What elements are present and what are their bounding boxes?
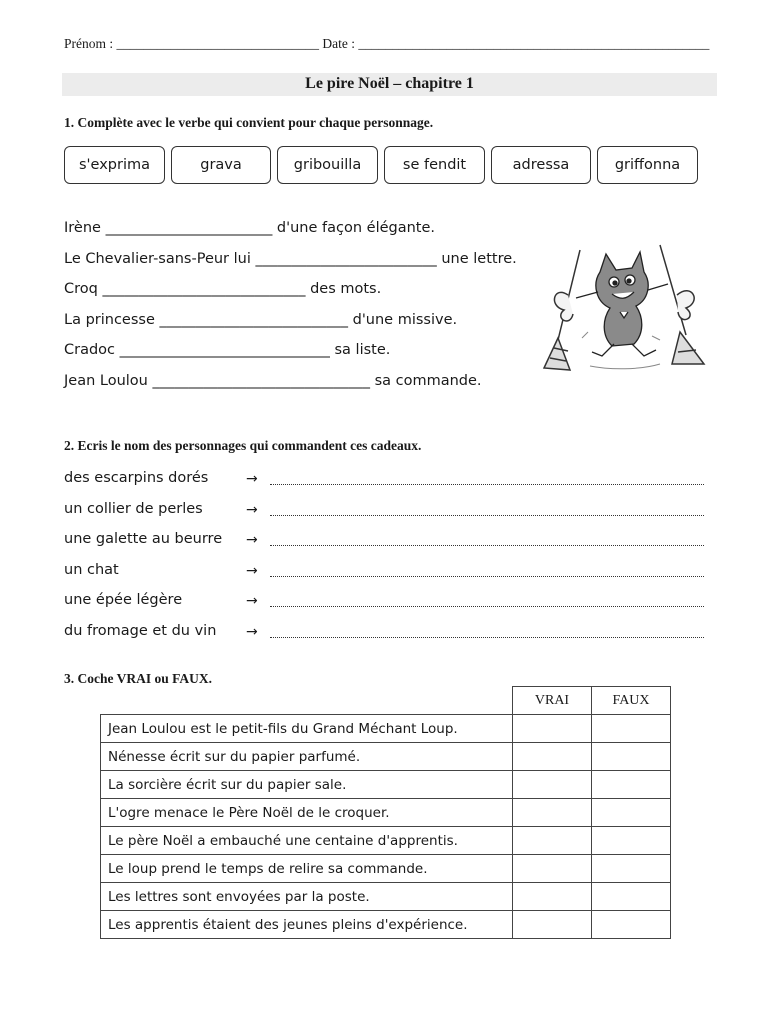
arrow-right-icon: → xyxy=(246,593,258,609)
word-box: griffonna xyxy=(597,146,698,184)
word-box: se fendit xyxy=(384,146,485,184)
arrow-right-icon: → xyxy=(246,471,258,487)
vrai-checkbox[interactable] xyxy=(513,799,592,827)
vrai-checkbox[interactable] xyxy=(513,771,592,799)
gift-item: des escarpins dorés xyxy=(64,470,209,486)
sentence-end: sa commande. xyxy=(374,373,482,389)
section2-heading: 2. Ecris le nom des personnages qui commandent ces cadeaux. xyxy=(64,438,422,453)
statement: Le père Noël a embauché une centaine d'apprentis. xyxy=(101,827,513,855)
vrai-checkbox[interactable] xyxy=(513,715,592,743)
answer-dotted-line[interactable] xyxy=(270,596,704,607)
answer-dotted-line[interactable] xyxy=(270,505,704,516)
faux-checkbox[interactable] xyxy=(592,827,671,855)
statement: Les apprentis étaient des jeunes pleins d'expérience. xyxy=(101,911,513,939)
faux-checkbox[interactable] xyxy=(592,743,671,771)
sentence-start: Irène xyxy=(64,220,101,236)
sentence-line xyxy=(64,251,517,267)
word-box: gribouilla xyxy=(277,146,378,184)
faux-checkbox[interactable] xyxy=(592,799,671,827)
sentence-end: une lettre. xyxy=(441,251,517,267)
gift-item: un chat xyxy=(64,562,119,578)
statement: Jean Loulou est le petit-fils du Grand Méchant Loup. xyxy=(101,715,513,743)
statement: La sorcière écrit sur du papier sale. xyxy=(101,771,513,799)
cat-with-brooms-icon xyxy=(540,240,710,375)
statement: L'ogre menace le Père Noël de le croquer. xyxy=(101,799,513,827)
table-row xyxy=(101,855,671,883)
statement: Nénesse écrit sur du papier parfumé. xyxy=(101,743,513,771)
answer-blank[interactable]: __________________________ xyxy=(159,312,348,328)
empty-cell xyxy=(101,687,513,715)
vrai-checkbox[interactable] xyxy=(513,855,592,883)
sentence-start: Jean Loulou xyxy=(64,373,148,389)
section1-heading: 1. Complète avec le verbe qui convient pour chaque personnage. xyxy=(64,115,434,130)
section3-heading: 3. Coche VRAI ou FAUX. xyxy=(64,671,212,686)
title-band xyxy=(62,73,717,96)
sentence-end: des mots. xyxy=(310,281,382,297)
prenom-label: Prénom : xyxy=(64,36,114,51)
sentence-start: Croq xyxy=(64,281,98,297)
prenom-field[interactable]: ______________________________ xyxy=(116,36,319,51)
cat-with-brooms-icon xyxy=(540,240,710,375)
table-row xyxy=(101,827,671,855)
sentence-end: d'une missive. xyxy=(352,312,458,328)
answer-dotted-line[interactable] xyxy=(270,474,704,485)
table-row xyxy=(101,771,671,799)
word-box: adressa xyxy=(491,146,591,184)
word-box: s'exprima xyxy=(64,146,165,184)
column-header-faux: FAUX xyxy=(592,687,671,715)
page-title: Le pire Noël – chapitre 1 xyxy=(305,75,474,92)
column-header-vrai: VRAI xyxy=(513,687,592,715)
arrow-right-icon: → xyxy=(246,563,258,579)
faux-checkbox[interactable] xyxy=(592,855,671,883)
gift-item: du fromage et du vin xyxy=(64,623,217,639)
sentence-line xyxy=(64,312,457,328)
faux-checkbox[interactable] xyxy=(592,911,671,939)
answer-blank[interactable]: ______________________________ xyxy=(152,373,370,389)
sentence-end: d'une façon élégante. xyxy=(276,220,436,236)
vrai-checkbox[interactable] xyxy=(513,743,592,771)
sentence-start: Le Chevalier-sans-Peur lui xyxy=(64,251,251,267)
answer-dotted-line[interactable] xyxy=(270,535,704,546)
statement: Le loup prend le temps de relire sa commande. xyxy=(101,855,513,883)
header-line xyxy=(64,36,709,52)
date-label: Date : xyxy=(322,36,355,51)
arrow-right-icon: → xyxy=(246,502,258,518)
table-row xyxy=(101,743,671,771)
answer-blank[interactable]: ____________________________ xyxy=(102,281,306,297)
vrai-checkbox[interactable] xyxy=(513,827,592,855)
sentence-line xyxy=(64,281,381,297)
table-row xyxy=(101,715,671,743)
date-field[interactable]: ____________________________________________________ xyxy=(358,36,710,51)
gift-item: un collier de perles xyxy=(64,501,203,517)
answer-dotted-line[interactable] xyxy=(270,566,704,577)
arrow-right-icon: → xyxy=(246,532,258,548)
table-row xyxy=(101,799,671,827)
sentence-start: Cradoc xyxy=(64,342,116,358)
sentence-line xyxy=(64,373,482,389)
table-row xyxy=(101,883,671,911)
sentence-start: La princesse xyxy=(64,312,155,328)
arrow-right-icon: → xyxy=(246,624,258,640)
table-row xyxy=(101,911,671,939)
statement: Les lettres sont envoyées par la poste. xyxy=(101,883,513,911)
vrai-checkbox[interactable] xyxy=(513,911,592,939)
sentence-end: sa liste. xyxy=(334,342,391,358)
true-false-table xyxy=(100,686,671,939)
faux-checkbox[interactable] xyxy=(592,771,671,799)
word-box: grava xyxy=(171,146,271,184)
sentence-line xyxy=(64,342,390,358)
gift-item: une épée légère xyxy=(64,592,183,608)
vrai-checkbox[interactable] xyxy=(513,883,592,911)
gift-item: une galette au beurre xyxy=(64,531,223,547)
answer-dotted-line[interactable] xyxy=(270,627,704,638)
answer-blank[interactable]: _________________________ xyxy=(255,251,437,267)
answer-blank[interactable]: _______________________ xyxy=(105,220,273,236)
table-header-row xyxy=(101,687,671,715)
sentence-line xyxy=(64,220,435,236)
answer-blank[interactable]: _____________________________ xyxy=(119,342,330,358)
faux-checkbox[interactable] xyxy=(592,883,671,911)
faux-checkbox[interactable] xyxy=(592,715,671,743)
